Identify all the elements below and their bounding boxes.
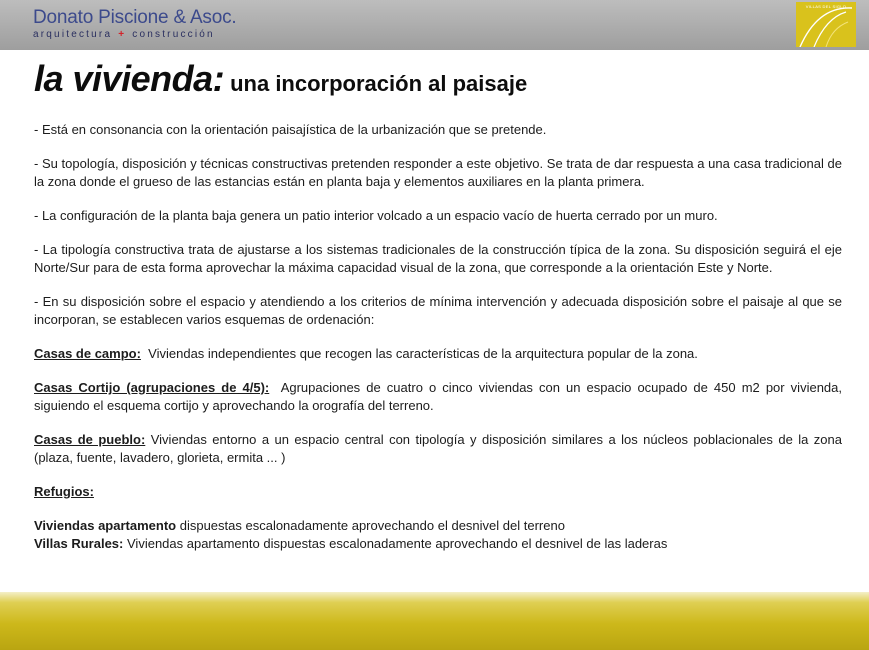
scheme-text-apartamento: dispuestas escalonadamente aprovechando el desnivel del terreno bbox=[179, 518, 565, 533]
brand-tagline bbox=[33, 29, 236, 41]
logo-text: VILLAS DEL SIGLO bbox=[805, 4, 847, 9]
paragraph-topology: - Su topología, disposición y técnicas constructivas pretenden responder a este objetivo. Se trata de dar respuesta a una casa tradicional de la zona donde el grueso de las estancias están en planta baja y elementos auxiliares en la planta primera. bbox=[34, 156, 842, 189]
paragraph-orientation: - Está en consonancia con la orientación paisajística de la urbanización que se pretende. bbox=[34, 122, 547, 137]
brand-tagline-right: construcción bbox=[132, 29, 215, 40]
scheme-text-pueblo: Viviendas entorno a un espacio central con tipología y disposición similares a los núcleos poblacionales de la zona (plaza, fuente, lavadero, glorieta, ermita ... ) bbox=[34, 432, 842, 465]
brand-name: Donato Piscione & Asoc. bbox=[33, 7, 237, 28]
scheme-casas-campo bbox=[34, 345, 842, 363]
scheme-label-cortijo: Casas Cortijo (agrupaciones de 4/5): bbox=[34, 380, 270, 395]
page-title bbox=[34, 58, 527, 100]
paragraph-construction: - La tipología constructiva trata de ajustarse a los sistemas tradicionales de la construcción típica de la zona. Su disposición seguirá el eje Norte/Sur para de esta forma aprovechar la máxima capacidad visual de la zona, que corresponde a la orientación Este y Norte. bbox=[34, 242, 842, 275]
brand-logo bbox=[33, 8, 236, 41]
scheme-villas-rurales bbox=[34, 535, 842, 553]
scheme-casas-cortijo bbox=[34, 379, 842, 415]
paragraph-arrangement: - En su disposición sobre el espacio y atendiendo a los criterios de mínima intervención y adecuada disposición sobre el paisaje al que se incorporan, se establecen varios esquemas de ordenación: bbox=[34, 294, 842, 327]
scheme-label-rurales: Villas Rurales: bbox=[34, 536, 124, 551]
scheme-refugios bbox=[34, 483, 842, 501]
title-main: la vivienda: bbox=[34, 58, 225, 99]
paragraph-ground-floor: - La configuración de la planta baja genera un patio interior volcado a un espacio vacío de huerta cerrado por un muro. bbox=[34, 208, 718, 223]
footer-band bbox=[0, 592, 869, 650]
scheme-apartamento bbox=[34, 517, 842, 535]
scheme-label-pueblo: Casas de pueblo: bbox=[34, 432, 146, 447]
scheme-label-campo: Casas de campo: bbox=[34, 346, 141, 361]
scheme-text-rurales: Viviendas apartamento dispuestas escalonadamente aprovechando el desnivel de las laderas bbox=[127, 536, 668, 551]
brand-tagline-plus: + bbox=[118, 29, 127, 40]
scheme-casas-pueblo bbox=[34, 431, 842, 467]
scheme-label-refugios: Refugios: bbox=[34, 484, 94, 499]
body-content bbox=[34, 121, 842, 553]
scheme-label-apartamento: Viviendas apartamento bbox=[34, 518, 177, 533]
header-bar bbox=[0, 0, 869, 50]
brand-tagline-left: arquitectura bbox=[33, 29, 113, 40]
villas-logo bbox=[796, 2, 856, 47]
scheme-text-campo: Viviendas independientes que recogen las características de la arquitectura popular de la zona. bbox=[148, 346, 698, 361]
scheme-text-cortijo: Agrupaciones de cuatro o cinco viviendas con un espacio ocupado de 450 m2 por vivienda, siguiendo el esquema cortijo y aprovechando la orografía del terreno. bbox=[34, 380, 842, 413]
title-sub: una incorporación al paisaje bbox=[230, 71, 528, 96]
